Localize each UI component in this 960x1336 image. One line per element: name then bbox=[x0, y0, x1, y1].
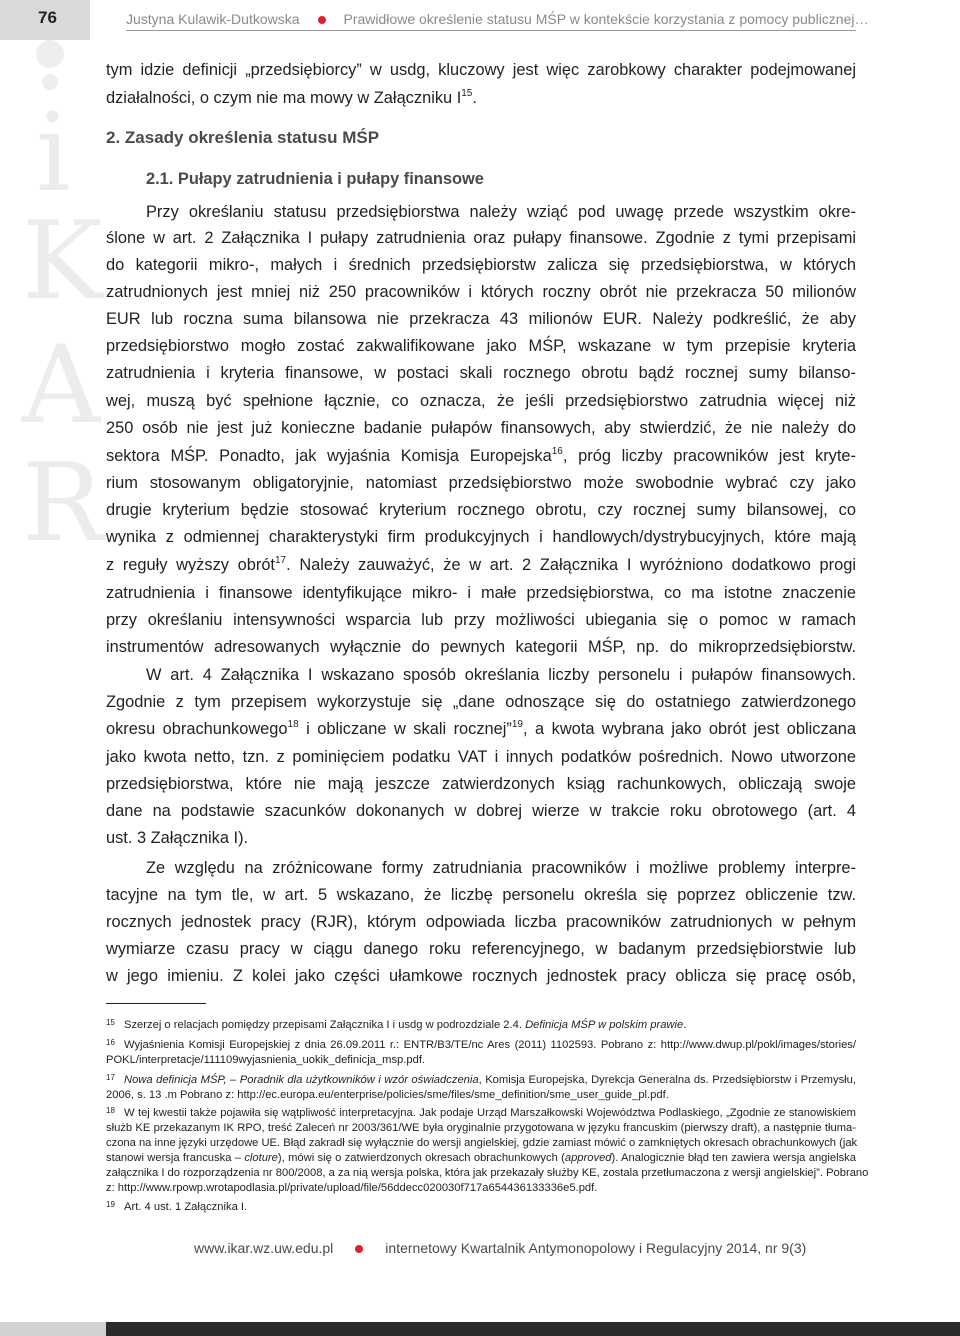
body-line: przy określaniu intensywności wsparcia lub przy możliwości ubiegania się o pomoc w ramach bbox=[106, 611, 856, 629]
footnote-ref-16[interactable]: 16 bbox=[551, 446, 563, 457]
body-line: rium stosowanym obligatoryjnie, natomiast przedsiębiorstwo może swobodnie wybrać czy jako bbox=[106, 474, 856, 492]
footnote-17: 17 Nowa definicja MŚP, – Poradnik dla użytkowników i wzór oświadczenia, Komisja Europejska, Dyrekcja Generalna ds. Przedsiębiorstw i Przemysłu, 2006, s. 13 .m Pobrano z: http://ec.europa.eu/enterprise/policies/sme/files/sme_definition/sme_user_guide_pl.pdf. bbox=[106, 1073, 856, 1103]
footnote-ref-19[interactable]: 19 bbox=[511, 719, 523, 730]
body-line: zatrudnienia i finansowe identyfikujące mikro- i małe przedsiębiorstwa, co ma istotne znaczenie bbox=[106, 584, 856, 602]
body-line: drugie kryterium będzie stosować kryterium rocznego obrotu, czy rocznej sumy bilansowej, co bbox=[106, 501, 856, 519]
logo-letter-a: A bbox=[22, 323, 100, 448]
footnote-link-cont[interactable]: POKL/interpretacje/111109wyjasnienia_uokik_definicja_msp.pdf. bbox=[106, 1054, 426, 1066]
body-line: przedsiębiorstwo mogło zostać zakwalifikowane jako MŚP, wskazane w tym przepisie kryteria bbox=[106, 337, 856, 355]
footnote-link[interactable]: z: http://www.rpowp.wrotapodlasia.pl/private/upload/file/56ddecc020030f717a654436133336e5.pdf. bbox=[106, 1182, 598, 1194]
section-title: 2. Zasady określenia statusu MŚP bbox=[106, 128, 380, 147]
footnote-number: 19 bbox=[106, 1200, 115, 1209]
footnote-number: 18 bbox=[106, 1106, 115, 1115]
body-line: EUR lub roczna suma bilansowa nie przekracza 43 milionów EUR. Należy podkreślić, że aby bbox=[106, 310, 856, 328]
footnote-link[interactable]: 2006, s. 13 .m Pobrano z: http://ec.europa.eu/enterprise/policies/sme/files/sme_definition/sme_user_guide_pl.pdf. bbox=[106, 1089, 669, 1101]
body-line: z reguły wyższy obrót$^{17}$. Należy zauważyć, że w art. 2 Załącznika I wyróżniono dodatkowo progi bbox=[106, 555, 856, 574]
page-number: 76 bbox=[38, 8, 57, 27]
header-author: Justyna Kulawik-Dutkowska bbox=[126, 11, 300, 27]
body-line: okresu obrachunkowego$^{18}$ i obliczane w skali rocznej”$^{19}$, a kwota wybrana jako obrót jest obliczana bbox=[106, 719, 856, 738]
footnote-19: 19 Art. 4 ust. 1 Załącznika I. bbox=[106, 1200, 856, 1215]
footnote-18: 18 W tej kwestii także pojawiła się wątpliwość interpretacyjna. Jak podaje Urząd Marszałkowski Województwa Podlaskiego, „Zgodnie ze stanowiskiem służb KE przekazanym IK RPO, treść Zaleceń nr 2003/361/WE była oryginalnie przygotowana w języku francuskim (pierwszy draft), a następnie tłuma- czona na inne języki urzędowe UE. Błąd zakradł się wyłącznie do wersji angielskiej, gdzie zamiast mówić o zamkniętych okresach obrachunkowych (jak stanowi wersja francuska – cloture), mówi się o zatwierdzonych okresach obrachunkowych (approved). Analogicznie błąd ten zawiera wersja angielska załącznika I do rozporządzenia nr 800/2008, a za nią wersja polska, która jak przekazały służby KE, zostala przetłumaczona z wersji angielskiej”. Pobrano z: http://www.rpowp.wrotapodlasia.pl/private/upload/file/56ddecc020030f717a654436133336e5.pdf. bbox=[106, 1106, 856, 1196]
body-line: instrumentów adresowanych wyłącznie do pewnych kategorii MŚP, np. do mikroprzedsiębiorstw. bbox=[106, 638, 856, 656]
footer-separator-dot bbox=[355, 1245, 363, 1253]
body-line: do kategorii mikro-, małych i średnich przedsiębiorstw zalicza się przedsiębiorstwa, w których bbox=[106, 256, 856, 274]
footnote-link[interactable]: Wyjaśnienia Komisji Europejskiej z dnia 26.09.2011 r.: ENTR/B3/TE/nc Ares (2011) 1102593. Pobrano z: http://www.dwup.pl/pokl/images/stories/ bbox=[124, 1039, 856, 1051]
logo-dot-small bbox=[42, 74, 58, 90]
logo-dot-large bbox=[36, 40, 64, 68]
body-line: tym idzie definicji „przedsiębiorcy” w usdg, kluczowy jest więc zarobkowy charakter podejmowanej bbox=[106, 61, 856, 79]
running-header bbox=[126, 11, 869, 27]
body-line: wej, muszą być spełnione łącznie, co oznacza, że jeśli przedsiębiorstwo zatrudnia więcej niż bbox=[106, 392, 856, 410]
body-line: sektora MŚP. Ponadto, jak wyjaśnia Komisja Europejska$^{16}$, próg liczby pracowników jest kryte- bbox=[106, 446, 857, 465]
body-line: w jego imieniu. Z kolei jako części ułamkowe rocznych jednostek pracy oblicza się pracę osób, bbox=[106, 967, 856, 985]
body-line: zatrudnionych jest mniej niż 250 pracowników i których roczny obrót nie przekracza 50 milionów bbox=[106, 283, 856, 301]
footnote-ref-15[interactable]: 15 bbox=[461, 88, 473, 99]
body-line: rocznych jednostek pracy (RJR), którym odpowiada liczba pracowników zatrudnionych w pełnym bbox=[106, 913, 856, 931]
footnote-ref-17[interactable]: 17 bbox=[274, 555, 287, 566]
footnote-number: 17 bbox=[106, 1073, 115, 1082]
body-line: tacyjne na tym tle, w art. 5 wskazano, że liczbę personelu określa się poprzez obliczenie tzw. bbox=[106, 886, 856, 904]
body-line: 250 osób nie jest już konieczne badanie pułapów finansowych, aby stwierdzić, że nie należy do bbox=[106, 419, 856, 437]
footer-url[interactable]: www.ikar.wz.uw.edu.pl bbox=[194, 1240, 334, 1256]
bottom-bar-light bbox=[0, 1322, 106, 1336]
header-separator-dot bbox=[318, 16, 326, 24]
bottom-bar-dark bbox=[106, 1322, 960, 1336]
page-footer bbox=[194, 1240, 806, 1256]
body-line: działalności, o czym nie ma mowy w Załączniku $I^{15}$. bbox=[106, 88, 477, 107]
body-line: jako kwota netto, tzn. z pominięciem podatku VAT i innych podatków pośrednich. Nowo utworzone bbox=[106, 748, 856, 766]
body-line: Zgodnie z tym przepisem wykorzystuje się „dane odnoszące się do ostatniego zatwierdzonego bbox=[106, 693, 856, 711]
body-line: Przy określaniu statusu przedsiębiorstwa należy wziąć pod uwagę przede wszystkim okre- bbox=[146, 203, 856, 221]
body-line: wymiarze czasu pracy w ciągu danego roku referencyjnego, w badanym przedsiębiorstwie lub bbox=[106, 940, 856, 958]
body-line: W art. 4 Załącznika I wskazano sposób określania liczby personelu i pułapów finansowych. bbox=[146, 666, 856, 684]
footnote-ref-18[interactable]: 18 bbox=[287, 719, 299, 730]
logo-letter-r: R bbox=[22, 441, 104, 566]
logo-letter-k: K bbox=[22, 199, 103, 324]
header-title: Prawidłowe określenie statusu MŚP w kontekście korzystania z pomocy publicznej… bbox=[343, 11, 869, 27]
header-rule bbox=[126, 30, 856, 31]
footer-journal: internetowy Kwartalnik Antymonopolowy i Regulacyjny 2014, nr 9(3) bbox=[385, 1240, 807, 1256]
body-line: ślone w art. 2 Załącznika I pułapy zatrudnienia oraz pułapy finansowe. Zgodnie z tymi przepisami bbox=[106, 229, 856, 247]
footnote-15: 15 Szerzej o relacjach pomiędzy przepisami Załącznika I i usdg w podrozdziale 2.4. Definicja MŚP w polskim prawie. bbox=[106, 1018, 856, 1033]
body-line: ust. 3 Załącznika I). bbox=[106, 829, 249, 847]
body-line: zatrudnienia i kryteria finansowe, w postaci skali rocznego obrotu bądź rocznej sumy bilanso- bbox=[106, 364, 856, 382]
subsection-title: 2.1. Pułapy zatrudnienia i pułapy finansowe bbox=[146, 170, 484, 188]
body-line: wynika z odmiennej charakterystyki firm produkcyjnych i handlowych/dystrybucyjnych, które mają bbox=[106, 528, 856, 546]
footnote-rule bbox=[106, 1003, 206, 1004]
body-line: przedsiębiorstwa, które nie mają jeszcze zatwierdzonych ksiąg rachunkowych, obliczają swoje bbox=[106, 775, 856, 793]
footnote-16 bbox=[106, 1038, 856, 1068]
footnote-number: 16 bbox=[106, 1038, 115, 1047]
body-line: Ze względu na zróżnicowane formy zatrudniania pracowników i możliwe problemy interpre- bbox=[146, 859, 856, 877]
logo-letter-i: i bbox=[36, 91, 71, 216]
body-line: dane na podstawie szacunków dokonanych w dobrej wierze w trakcie roku obrotowego (art. 4 bbox=[106, 802, 856, 820]
footnote-number: 15 bbox=[106, 1018, 115, 1027]
